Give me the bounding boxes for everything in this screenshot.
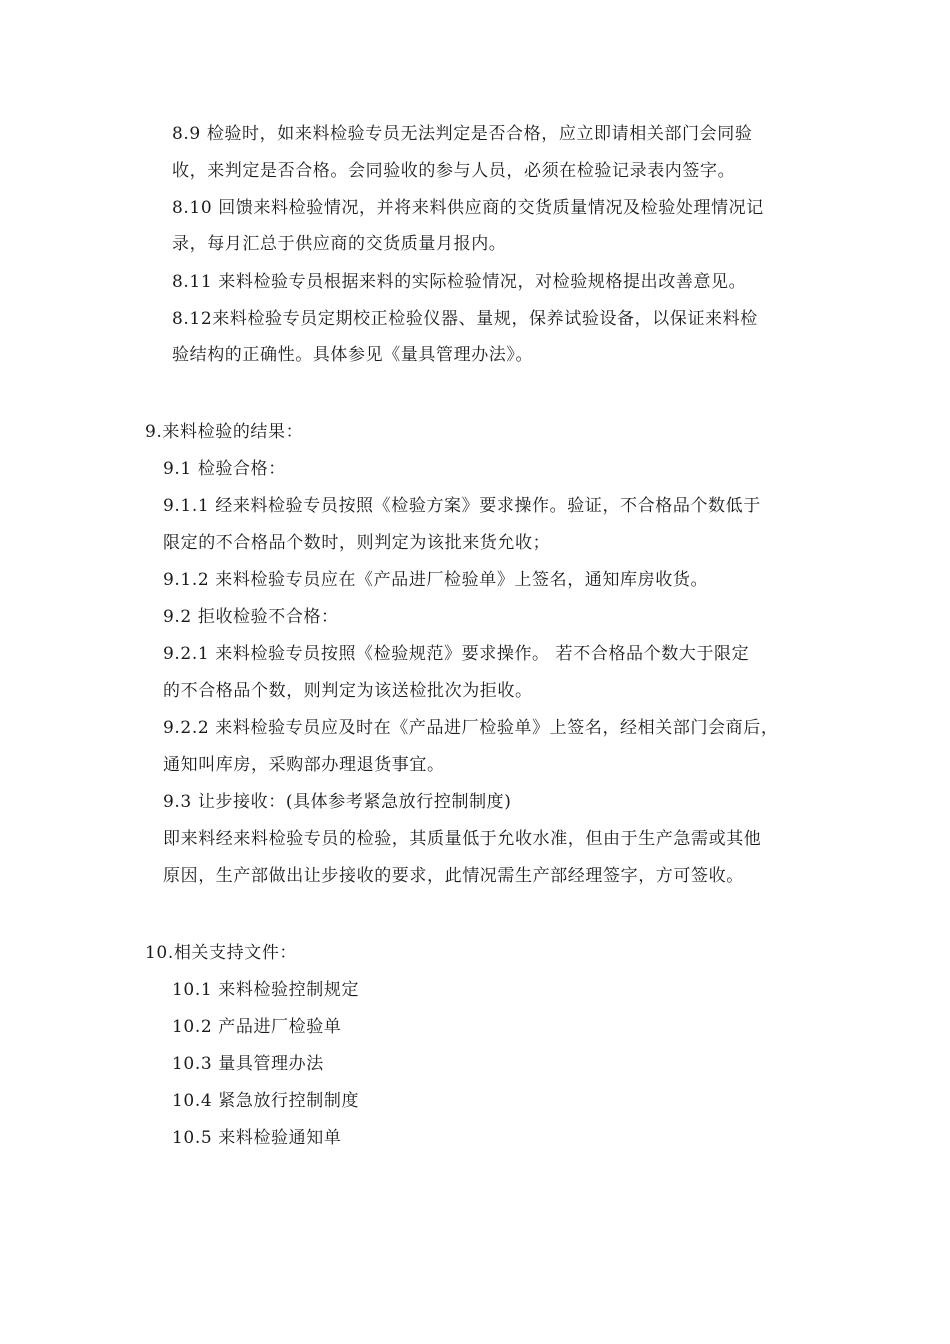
item-9-2-1-line-1: 9.2.1 来料检验专员按照《检验规范》要求操作。 若不合格品个数大于限定 xyxy=(163,644,750,664)
support-doc-item: 10.3 量具管理办法 xyxy=(172,1054,324,1074)
item-8-10-line-1: 8.10 回馈来料检验情况，并将来料供应商的交货质量情况及检验处理情况记 xyxy=(172,198,764,218)
section-9-1-heading: 9.1 检验合格： xyxy=(163,459,286,479)
item-8-9-line-2: 收，来判定是否合格。会同验收的参与人员，必须在检验记录表内签字。 xyxy=(172,161,736,181)
support-doc-item: 10.5 来料检验通知单 xyxy=(172,1128,342,1148)
support-doc-item: 10.2 产品进厂检验单 xyxy=(172,1017,342,1037)
item-8-12-line-2: 验结构的正确性。具体参见《量具管理办法》。 xyxy=(172,345,534,365)
item-8-9-line-1: 8.9 检验时，如来料检验专员无法判定是否合格，应立即请相关部门会同验 xyxy=(172,124,753,144)
section-9-heading: 9.来料检验的结果： xyxy=(145,422,304,442)
item-9-1-2-line-1: 9.1.2 来料检验专员应在《产品进厂检验单》上签名，通知库房收货。 xyxy=(163,570,709,590)
section-10-heading: 10.相关支持文件： xyxy=(145,943,298,963)
support-doc-item: 10.1 来料检验控制规定 xyxy=(172,980,360,1000)
support-doc-item: 10.4 紧急放行控制制度 xyxy=(172,1091,360,1111)
section-9-3-line-2: 原因，生产部做出让步接收的要求，此情况需生产部经理签字，方可签收。 xyxy=(163,866,744,886)
item-8-11-line-1: 8.11 来料检验专员根据来料的实际检验情况，对检验规格提出改善意见。 xyxy=(172,272,747,292)
item-8-12-line-1: 8.12来料检验专员定期校正检验仪器、量规，保养试验设备，以保证来料检 xyxy=(172,309,758,329)
item-9-2-1-line-2: 的不合格品个数，则判定为该送检批次为拒收。 xyxy=(163,681,533,701)
item-9-2-2-line-2: 通知叫库房，采购部办理退货事宜。 xyxy=(163,755,445,775)
item-9-1-1-line-2: 限定的不合格品个数时，则判定为该批来货允收； xyxy=(163,533,551,553)
item-9-2-2-line-1: 9.2.2 来料检验专员应及时在《产品进厂检验单》上签名，经相关部门会商后， xyxy=(163,718,779,738)
item-8-10-line-2: 录，每月汇总于供应商的交货质量月报内。 xyxy=(172,234,507,254)
item-9-1-1-line-1: 9.1.1 经来料检验专员按照《检验方案》要求操作。验证，不合格品个数低于 xyxy=(163,496,761,516)
section-9-3-line-1: 即来料经来料检验专员的检验，其质量低于允收水准，但由于生产急需或其他 xyxy=(163,829,762,849)
section-9-2-heading: 9.2 拒收检验不合格： xyxy=(163,607,339,627)
section-9-3-heading: 9.3 让步接收：(具体参考紧急放行控制制度) xyxy=(163,792,512,812)
